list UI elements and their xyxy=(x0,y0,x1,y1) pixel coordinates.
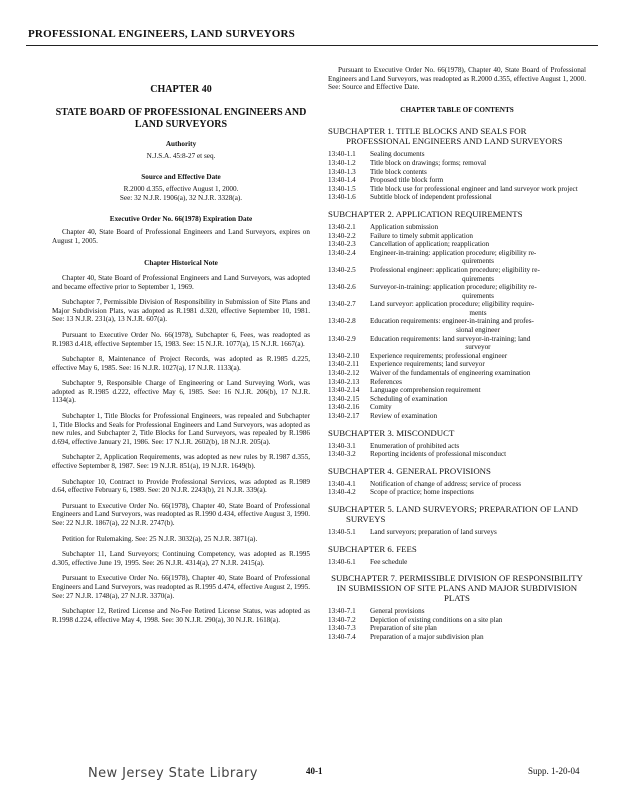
section-number: 13:40-5.1 xyxy=(328,527,356,536)
section-title-text: Land surveyors; preparation of land surveys xyxy=(370,527,497,536)
section-title-text: Engineer-in-training: application procedure; eligibility re- xyxy=(370,248,537,257)
subchapter-heading: SUBCHAPTER 2. APPLICATION REQUIREMENTS xyxy=(328,208,523,219)
toc-entry xyxy=(328,480,586,489)
history-para: Subchapter 11, Land Surveyors; Continuing Competency, was adopted as R.1995 d.305, effective June 19, 1995. See: 26 N.J.R. 4314(a), 27 N.J.R. 2415(a). xyxy=(52,550,310,567)
section-title-text: Land surveyor: application procedure; eligibility require- xyxy=(370,300,535,309)
section-title-text: Proposed title block form xyxy=(370,176,444,185)
section-title-text: Enumeration of prohibited acts xyxy=(370,441,460,450)
right-intro-para: Pursuant to Executive Order No. 66(1978), Chapter 40, State Board of Professional Engineers and Land Surveyors, was readopted as R.2000 d.355, effective August 1, 2000. See: Source and Effective Date. xyxy=(328,66,586,92)
section-number: 13:40-1.1 xyxy=(328,150,356,159)
source-heading: Source and Effective Date xyxy=(141,172,221,181)
section-title xyxy=(370,168,586,177)
section-title xyxy=(370,159,586,168)
page-number: 40-1 xyxy=(306,766,323,776)
section-title xyxy=(370,240,586,249)
history-notes xyxy=(52,274,310,624)
section-title xyxy=(370,223,586,232)
section-number: 13:40-2.3 xyxy=(328,240,356,249)
toc-entry xyxy=(328,528,586,537)
supplement-date: Supp. 1-20-04 xyxy=(528,766,580,776)
toc-entry xyxy=(328,450,586,459)
section-number: 13:40-4.2 xyxy=(328,488,356,497)
section-number: 13:40-2.14 xyxy=(328,386,360,395)
section-title xyxy=(370,249,586,266)
history-para: Chapter 40, State Board of Professional Engineers and Land Surveyors, was adopted and became effective prior to September 1, 1969. xyxy=(52,273,310,291)
history-para: Subchapter 9, Responsible Charge of Engineering or Land Surveying Work, was adopted as R.1985 d.222, effective May 6, 1985. See: 16 N.J.R. 206(b), 17 N.J.R. 1134(a). xyxy=(52,379,310,405)
toc-entry xyxy=(328,616,586,625)
section-number: 13:40-1.5 xyxy=(328,184,356,193)
section-number: 13:40-7.3 xyxy=(328,624,356,633)
section-title-text: Application submission xyxy=(370,222,439,231)
section-title xyxy=(370,624,586,633)
section-title-text: Depiction of existing conditions on a site plan xyxy=(370,615,503,624)
history-para: Pursuant to Executive Order No. 66(1978), Chapter 40, State Board of Professional Engineers and Land Surveyors, was readopted as R.1990 d.434, effective August 3, 1990. See: 22 N.J.R. 1867(a), 22 N.J.R. 2747(b). xyxy=(52,501,310,527)
expiration-text: Chapter 40, State Board of Professional Engineers and Land Surveyors, expires on August 1, 2005. xyxy=(52,228,310,245)
section-title-text: Language comprehension requirement xyxy=(370,386,481,395)
section-title xyxy=(370,369,586,378)
section-title-text: Reporting incidents of professional misconduct xyxy=(370,450,507,459)
section-number: 13:40-2.17 xyxy=(328,412,360,420)
section-title-continuation: quirements xyxy=(462,257,494,266)
subchapter-heading: SUBCHAPTER 6. FEES xyxy=(328,543,417,554)
history-para: Subchapter 1, Title Blocks for Professional Engineers, was repealed and Subchapter 1, Title Blocks and Seals for Professional Engineers and Land Surveyors, was adopted as new rules, and Subchapter 2, Title Blocks for Land Surveyors, was repealed by R.1986 d.694, effective January 21, 1986. See: 17 N.J.R. 2602(b), 18 N.J.R. 205(a). xyxy=(52,412,310,446)
section-title-text: Experience requirements; professional engineer xyxy=(370,351,508,360)
toc-entry xyxy=(328,633,586,642)
section-title-text: Preparation of site plan xyxy=(370,624,437,633)
section-title xyxy=(370,300,586,317)
toc-entry xyxy=(328,378,586,387)
toc-entry xyxy=(328,300,586,317)
toc-title: CHAPTER TABLE OF CONTENTS xyxy=(400,105,514,114)
toc-entry xyxy=(328,335,586,352)
section-number: 13:40-1.6 xyxy=(328,193,356,202)
section-number: 13:40-3.1 xyxy=(328,441,356,450)
section-title-text: Fee schedule xyxy=(370,557,408,566)
section-number: 13:40-2.2 xyxy=(328,231,356,240)
section-title-text: Scheduling of examination xyxy=(370,394,448,403)
section-title-text: Surveyor-in-training: application procedure; eligibility re- xyxy=(370,283,537,292)
section-title xyxy=(370,633,586,642)
history-para: Subchapter 10, Contract to Provide Professional Services, was adopted as R.1989 d.64, effective February 6, 1989. See: 20 N.J.R. 2243(b), 21 N.J.R. 339(a). xyxy=(52,477,310,495)
toc-entry xyxy=(328,360,586,369)
section-title xyxy=(370,395,586,404)
section-title-text: References xyxy=(370,377,402,386)
section-number: 13:40-2.11 xyxy=(328,360,360,369)
section-title-text: Experience requirements; land surveyor xyxy=(370,360,485,369)
toc-entry xyxy=(328,442,586,451)
running-head: PROFESSIONAL ENGINEERS, LAND SURVEYORS xyxy=(28,28,295,40)
section-title-text: Cancellation of application; reapplication xyxy=(370,240,490,249)
toc-entry xyxy=(328,352,586,361)
history-para: Subchapter 8, Maintenance of Project Records, was adopted as R.1985 d.225, effective May 6, 1985. See: 16 N.J.R. 1027(a), 17 N.J.R. 1133(a). xyxy=(52,355,310,372)
section-number: 13:40-2.7 xyxy=(328,300,356,309)
section-title-text: Title block use for professional engineer and land surveyor work project xyxy=(370,184,578,193)
toc-entry xyxy=(328,159,586,168)
toc-entry xyxy=(328,412,586,421)
section-number: 13:40-7.2 xyxy=(328,615,356,624)
section-number: 13:40-2.5 xyxy=(328,265,356,274)
toc-entry xyxy=(328,558,586,567)
section-title xyxy=(370,283,586,300)
section-number: 13:40-6.1 xyxy=(328,557,356,566)
section-title xyxy=(370,450,586,459)
section-title xyxy=(370,403,586,412)
section-title xyxy=(370,150,586,159)
section-title-text: Comity xyxy=(370,403,392,412)
chapter-title: STATE BOARD OF PROFESSIONAL ENGINEERS AND LAND SURVEYORS xyxy=(55,106,307,130)
section-number: 13:40-1.4 xyxy=(328,176,356,185)
section-title-text: Failure to timely submit application xyxy=(370,231,474,240)
section-title xyxy=(370,378,586,387)
section-number: 13:40-2.6 xyxy=(328,283,356,292)
section-number: 13:40-2.1 xyxy=(328,222,356,231)
history-para: Subchapter 7, Permissible Division of Responsibility in Submission of Site Plans and Major Subdivision Plats, was adopted as R.1981 d.320, effective September 10, 1981. See: 13 N.J.R. 231(a), 13 N.J.R. 607(a). xyxy=(52,298,310,324)
section-number: 13:40-1.3 xyxy=(328,167,356,176)
source-line-2: See: 32 N.J.R. 1906(a), 32 N.J.R. 3328(a). xyxy=(119,193,243,202)
section-title xyxy=(370,607,586,616)
section-number: 13:40-7.4 xyxy=(328,632,356,641)
section-title xyxy=(370,185,586,194)
section-title xyxy=(370,266,586,283)
section-number: 13:40-2.10 xyxy=(328,351,360,360)
section-title xyxy=(370,386,586,395)
section-title xyxy=(370,193,586,202)
section-title-continuation: quirements xyxy=(462,291,494,300)
section-title-text: Title block contents xyxy=(370,167,427,176)
section-title xyxy=(370,176,586,185)
toc-entry xyxy=(328,232,586,241)
section-number: 13:40-7.1 xyxy=(328,607,356,616)
toc-entry xyxy=(328,488,586,497)
section-number: 13:40-1.2 xyxy=(328,158,356,167)
section-number: 13:40-2.15 xyxy=(328,394,360,403)
section-title xyxy=(370,616,586,625)
history-para: Subchapter 12, Retired License and No-Fee Retired License Status, was adopted as R.1998 d.224, effective May 4, 1998. See: 30 N.J.R. 290(a), 30 N.J.R. 1618(a). xyxy=(52,607,310,624)
toc-entry xyxy=(328,607,586,616)
subchapter-heading: SUBCHAPTER 4. GENERAL PROVISIONS xyxy=(328,465,491,476)
toc-entry xyxy=(328,283,586,300)
section-title-text: Subtitle block of independent professional xyxy=(370,193,492,202)
section-title-text: Notification of change of address; service of process xyxy=(370,479,522,488)
history-para: Petition for Rulemaking. See: 25 N.J.R. 3032(a), 25 N.J.R. 3871(a). xyxy=(62,534,258,543)
header-rule xyxy=(26,45,598,46)
toc-entry xyxy=(328,624,586,633)
section-title-continuation: quirements xyxy=(462,274,494,283)
section-title xyxy=(370,442,586,451)
toc-entry xyxy=(328,395,586,404)
section-title xyxy=(370,335,586,352)
section-title-continuation: sional engineer xyxy=(456,326,500,335)
toc-entry xyxy=(328,185,586,194)
section-title xyxy=(370,352,586,361)
toc-entry xyxy=(328,176,586,185)
section-number: 13:40-2.8 xyxy=(328,317,356,326)
toc-entry xyxy=(328,240,586,249)
history-heading: Chapter Historical Note xyxy=(144,259,218,268)
toc-entry xyxy=(328,317,586,334)
section-title xyxy=(370,360,586,369)
section-title-text: General provisions xyxy=(370,607,425,616)
section-title xyxy=(370,232,586,241)
toc-entry xyxy=(328,168,586,177)
subchapter-heading: SUBCHAPTER 1. TITLE BLOCKS AND SEALS FOR PROFESSIONAL ENGINEERS AND LAND SURVEYORS xyxy=(328,126,563,147)
section-number: 13:40-2.16 xyxy=(328,403,360,412)
left-column xyxy=(52,66,310,631)
section-title-text: Education requirements: engineer-in-training and profes- xyxy=(370,317,534,326)
section-title-text: Waiver of the fundamentals of engineering examination xyxy=(370,369,531,378)
section-title-continuation: ments xyxy=(469,308,487,317)
section-title-text: Preparation of a major subdivision plan xyxy=(370,632,484,641)
section-title-text: Title block on drawings; forms; removal xyxy=(370,158,487,167)
right-column xyxy=(328,66,586,642)
subchapter-heading: SUBCHAPTER 7. PERMISSIBLE DIVISION OF RESPONSIBILITY IN SUBMISSION OF SITE PLANS AND MAJOR SUBDIVISION PLATS xyxy=(331,573,583,604)
source-line-1: R.2000 d.355, effective August 1, 2000. xyxy=(123,185,239,194)
section-title-text: Professional engineer: application procedure; eligibility re- xyxy=(370,265,540,274)
toc-entry xyxy=(328,403,586,412)
section-title-text: Education requirements: land surveyor-in-training; land xyxy=(370,334,531,343)
section-title-continuation: surveyor xyxy=(465,343,491,352)
section-number: 13:40-2.12 xyxy=(328,369,360,378)
section-title xyxy=(370,558,586,567)
section-number: 13:40-2.9 xyxy=(328,334,356,343)
section-number: 13:40-3.2 xyxy=(328,450,356,459)
history-para: Subchapter 2, Application Requirements, was adopted as new rules by R.1987 d.355, effective September 8, 1987. See: 19 N.J.R. 851(a), 19 N.J.R. 1649(b). xyxy=(52,453,310,471)
toc-entry xyxy=(328,266,586,283)
history-para: Pursuant to Executive Order No. 66(1978), Chapter 40, State Board of Professional Engineers and Land Surveyors, was readopted as R.1995 d.474, effective August 2, 1995. See: 27 N.J.R. 1748(a), 27 N.J.R. 3370(a). xyxy=(52,574,310,600)
section-number: 13:40-2.4 xyxy=(328,248,356,257)
toc-entry xyxy=(328,150,586,159)
section-title xyxy=(370,480,586,489)
toc-entry xyxy=(328,193,586,202)
expiration-heading: Executive Order No. 66(1978) Expiration Date xyxy=(109,214,253,223)
subchapter-heading: SUBCHAPTER 5. LAND SURVEYORS; PREPARATION OF LAND SURVEYS xyxy=(328,503,578,524)
section-title xyxy=(370,528,586,537)
library-stamp: New Jersey State Library xyxy=(88,766,258,781)
authority-text: N.J.S.A. 45:8-27 et seq. xyxy=(146,152,216,161)
toc-entry xyxy=(328,386,586,395)
section-title xyxy=(370,317,586,334)
authority-heading: Authority xyxy=(165,139,197,148)
subchapter-heading: SUBCHAPTER 3. MISCONDUCT xyxy=(328,427,455,438)
section-number: 13:40-4.1 xyxy=(328,479,356,488)
section-title-text: Sealing documents xyxy=(370,150,425,159)
table-of-contents xyxy=(328,126,586,641)
toc-entry xyxy=(328,223,586,232)
section-title-text: Scope of practice; home inspections xyxy=(370,488,474,497)
history-para: Pursuant to Executive Order No. 66(1978), Subchapter 6, Fees, was readopted as R.1983 d.418, effective September 15, 1983. See: 15 N.J.R. 1077(a), 15 N.J.R. 1667(a). xyxy=(52,330,310,348)
toc-entry xyxy=(328,249,586,266)
toc-entry xyxy=(328,369,586,378)
section-title-text: Review of examination xyxy=(370,412,438,420)
section-number: 13:40-2.13 xyxy=(328,377,360,386)
section-title xyxy=(370,412,586,421)
section-title xyxy=(370,488,586,497)
chapter-number: CHAPTER 40 xyxy=(150,84,212,95)
